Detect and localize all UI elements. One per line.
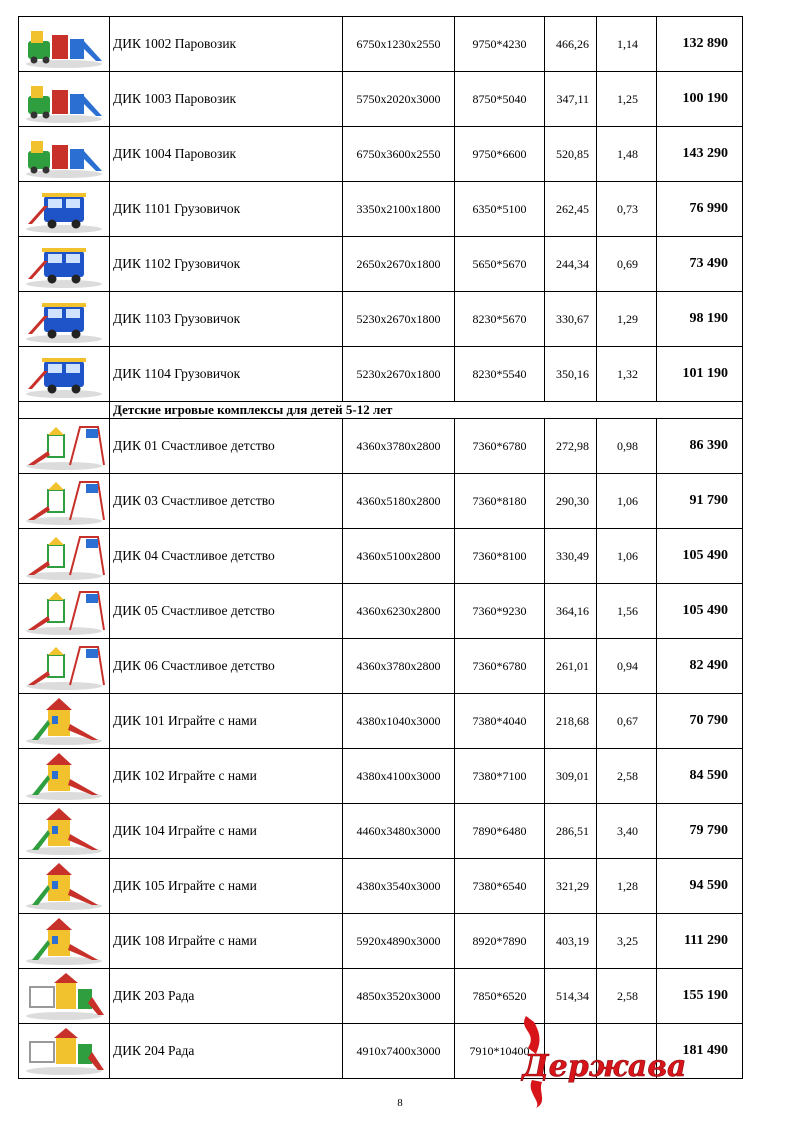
product-thumbnail-icon xyxy=(22,1026,106,1076)
product-name: ДИК 104 Играйте с нами xyxy=(110,804,343,859)
safety-zone: 7380*6540 xyxy=(455,859,545,914)
product-price: 132 890 xyxy=(657,17,743,72)
product-name: ДИК 204 Рада xyxy=(110,1024,343,1079)
product-thumbnail-icon xyxy=(22,806,106,856)
product-thumbnail-icon xyxy=(22,19,106,69)
product-volume: 1,14 xyxy=(597,17,657,72)
product-name: ДИК 1103 Грузовичок xyxy=(110,292,343,347)
table-row xyxy=(19,749,743,804)
section-spacer-cell xyxy=(19,402,110,419)
product-image-cell xyxy=(19,584,110,639)
product-volume: 2,58 xyxy=(597,749,657,804)
product-area: 262,45 xyxy=(545,182,597,237)
table-row xyxy=(19,914,743,969)
product-image-cell xyxy=(19,292,110,347)
safety-zone: 8230*5540 xyxy=(455,347,545,402)
product-area: 290,30 xyxy=(545,474,597,529)
product-dimensions: 4380х1040х3000 xyxy=(343,694,455,749)
product-dimensions: 4360х5180х2800 xyxy=(343,474,455,529)
product-price: 181 490 xyxy=(657,1024,743,1079)
safety-zone: 8750*5040 xyxy=(455,72,545,127)
table-row xyxy=(19,127,743,182)
product-area: 466,26 xyxy=(545,17,597,72)
product-name: ДИК 05 Счастливое детство xyxy=(110,584,343,639)
product-thumbnail-icon xyxy=(22,751,106,801)
product-dimensions: 3350х2100х1800 xyxy=(343,182,455,237)
product-thumbnail-icon xyxy=(22,421,106,471)
price-table-body xyxy=(19,17,743,1079)
table-row xyxy=(19,529,743,584)
product-name: ДИК 1004 Паровозик xyxy=(110,127,343,182)
product-price: 155 190 xyxy=(657,969,743,1024)
product-price: 98 190 xyxy=(657,292,743,347)
product-area: 218,68 xyxy=(545,694,597,749)
table-row xyxy=(19,419,743,474)
table-row xyxy=(19,804,743,859)
product-area: 514,34 xyxy=(545,969,597,1024)
product-image-cell xyxy=(19,529,110,584)
product-name: ДИК 203 Рада xyxy=(110,969,343,1024)
product-price: 94 590 xyxy=(657,859,743,914)
product-image-cell xyxy=(19,72,110,127)
product-dimensions: 4360х3780х2800 xyxy=(343,639,455,694)
product-image-cell xyxy=(19,694,110,749)
product-volume: 1,56 xyxy=(597,584,657,639)
product-thumbnail-icon xyxy=(22,916,106,966)
product-image-cell xyxy=(19,914,110,969)
product-thumbnail-icon xyxy=(22,129,106,179)
product-area: 321,29 xyxy=(545,859,597,914)
safety-zone: 7910*10400 xyxy=(455,1024,545,1079)
product-image-cell xyxy=(19,749,110,804)
product-dimensions: 6750х1230х2550 xyxy=(343,17,455,72)
product-area: 244,34 xyxy=(545,237,597,292)
product-area: 330,67 xyxy=(545,292,597,347)
product-area: 364,16 xyxy=(545,584,597,639)
product-dimensions: 5920х4890х3000 xyxy=(343,914,455,969)
product-dimensions: 5750х2020х3000 xyxy=(343,72,455,127)
product-dimensions: 4910х7400х3000 xyxy=(343,1024,455,1079)
product-name: ДИК 1101 Грузовичок xyxy=(110,182,343,237)
product-price: 76 990 xyxy=(657,182,743,237)
product-price: 84 590 xyxy=(657,749,743,804)
product-dimensions: 4360х5100х2800 xyxy=(343,529,455,584)
product-name: ДИК 105 Играйте с нами xyxy=(110,859,343,914)
product-area: 347,11 xyxy=(545,72,597,127)
table-row xyxy=(19,859,743,914)
product-volume: 3,40 xyxy=(597,804,657,859)
product-dimensions: 4460х3480х3000 xyxy=(343,804,455,859)
safety-zone: 7360*6780 xyxy=(455,419,545,474)
product-dimensions: 4380х3540х3000 xyxy=(343,859,455,914)
product-volume: 1,06 xyxy=(597,474,657,529)
product-price: 82 490 xyxy=(657,639,743,694)
product-volume: 0,67 xyxy=(597,694,657,749)
product-image-cell xyxy=(19,182,110,237)
table-row xyxy=(19,694,743,749)
product-price: 105 490 xyxy=(657,529,743,584)
product-thumbnail-icon xyxy=(22,476,106,526)
product-name: ДИК 1102 Грузовичок xyxy=(110,237,343,292)
product-image-cell xyxy=(19,17,110,72)
section-title: Детские игровые комплексы для детей 5-12 лет xyxy=(110,402,743,419)
product-image-cell xyxy=(19,237,110,292)
product-price: 111 290 xyxy=(657,914,743,969)
product-price: 79 790 xyxy=(657,804,743,859)
product-price: 101 190 xyxy=(657,347,743,402)
table-row xyxy=(19,292,743,347)
product-price: 70 790 xyxy=(657,694,743,749)
safety-zone: 9750*6600 xyxy=(455,127,545,182)
table-row xyxy=(19,347,743,402)
table-row xyxy=(19,182,743,237)
page-number: 8 xyxy=(397,1097,403,1109)
product-price: 143 290 xyxy=(657,127,743,182)
product-area: 309,01 xyxy=(545,749,597,804)
product-image-cell xyxy=(19,1024,110,1079)
product-image-cell xyxy=(19,859,110,914)
product-thumbnail-icon xyxy=(22,74,106,124)
product-thumbnail-icon xyxy=(22,641,106,691)
safety-zone: 9750*4230 xyxy=(455,17,545,72)
product-area: 403,19 xyxy=(545,914,597,969)
product-price: 86 390 xyxy=(657,419,743,474)
safety-zone: 7850*6520 xyxy=(455,969,545,1024)
safety-zone: 7380*7100 xyxy=(455,749,545,804)
product-volume: 1,25 xyxy=(597,72,657,127)
product-area: 272,98 xyxy=(545,419,597,474)
product-image-cell xyxy=(19,127,110,182)
product-name: ДИК 06 Счастливое детство xyxy=(110,639,343,694)
product-thumbnail-icon xyxy=(22,861,106,911)
product-image-cell xyxy=(19,347,110,402)
product-volume: 0,69 xyxy=(597,237,657,292)
product-dimensions: 2650х2670х1800 xyxy=(343,237,455,292)
table-row xyxy=(19,237,743,292)
table-row xyxy=(19,474,743,529)
product-volume: 1,28 xyxy=(597,859,657,914)
safety-zone: 7380*4040 xyxy=(455,694,545,749)
product-dimensions: 5230х2670х1800 xyxy=(343,292,455,347)
safety-zone: 7360*8100 xyxy=(455,529,545,584)
product-volume: 1,06 xyxy=(597,529,657,584)
product-name: ДИК 102 Играйте с нами xyxy=(110,749,343,804)
product-thumbnail-icon xyxy=(22,531,106,581)
product-area: 330,49 xyxy=(545,529,597,584)
product-dimensions: 6750х3600х2550 xyxy=(343,127,455,182)
safety-zone: 8920*7890 xyxy=(455,914,545,969)
product-price: 73 490 xyxy=(657,237,743,292)
product-dimensions: 5230х2670х1800 xyxy=(343,347,455,402)
safety-zone: 6350*5100 xyxy=(455,182,545,237)
product-area: 520,85 xyxy=(545,127,597,182)
safety-zone: 8230*5670 xyxy=(455,292,545,347)
product-volume: 0,73 xyxy=(597,182,657,237)
product-name: ДИК 108 Играйте с нами xyxy=(110,914,343,969)
product-dimensions: 4360х6230х2800 xyxy=(343,584,455,639)
product-dimensions: 4360х3780х2800 xyxy=(343,419,455,474)
table-row xyxy=(19,639,743,694)
safety-zone: 7890*6480 xyxy=(455,804,545,859)
product-name: ДИК 101 Играйте с нами xyxy=(110,694,343,749)
table-row xyxy=(19,584,743,639)
logo-tail xyxy=(531,1080,543,1108)
product-volume: 1,29 xyxy=(597,292,657,347)
table-row xyxy=(19,72,743,127)
product-thumbnail-icon xyxy=(22,349,106,399)
table-row xyxy=(19,17,743,72)
product-name: ДИК 04 Счастливое детство xyxy=(110,529,343,584)
section-header-row xyxy=(19,402,743,419)
product-area: 350,16 xyxy=(545,347,597,402)
product-volume: 0,94 xyxy=(597,639,657,694)
product-image-cell xyxy=(19,639,110,694)
product-image-cell xyxy=(19,419,110,474)
product-thumbnail-icon xyxy=(22,239,106,289)
product-name: ДИК 1002 Паровозик xyxy=(110,17,343,72)
product-image-cell xyxy=(19,969,110,1024)
product-dimensions: 4850х3520х3000 xyxy=(343,969,455,1024)
product-area: 286,51 xyxy=(545,804,597,859)
product-dimensions: 4380х4100х3000 xyxy=(343,749,455,804)
product-volume: 0,98 xyxy=(597,419,657,474)
product-name: ДИК 1104 Грузовичок xyxy=(110,347,343,402)
product-thumbnail-icon xyxy=(22,971,106,1021)
product-area: 261,01 xyxy=(545,639,597,694)
product-volume: 1,48 xyxy=(597,127,657,182)
safety-zone: 7360*8180 xyxy=(455,474,545,529)
product-thumbnail-icon xyxy=(22,696,106,746)
logo-text: Держава xyxy=(522,1049,687,1084)
product-thumbnail-icon xyxy=(22,586,106,636)
product-price: 91 790 xyxy=(657,474,743,529)
product-name: ДИК 1003 Паровозик xyxy=(110,72,343,127)
product-price: 100 190 xyxy=(657,72,743,127)
product-name: ДИК 01 Счастливое детство xyxy=(110,419,343,474)
product-volume: 3,25 xyxy=(597,914,657,969)
product-image-cell xyxy=(19,474,110,529)
product-volume: 2,58 xyxy=(597,969,657,1024)
safety-zone: 5650*5670 xyxy=(455,237,545,292)
derzhava-logo xyxy=(512,1010,687,1110)
product-price: 105 490 xyxy=(657,584,743,639)
product-volume: 1,32 xyxy=(597,347,657,402)
product-thumbnail-icon xyxy=(22,184,106,234)
product-image-cell xyxy=(19,804,110,859)
price-table xyxy=(18,16,743,1079)
product-name: ДИК 03 Счастливое детство xyxy=(110,474,343,529)
product-thumbnail-icon xyxy=(22,294,106,344)
safety-zone: 7360*6780 xyxy=(455,639,545,694)
safety-zone: 7360*9230 xyxy=(455,584,545,639)
